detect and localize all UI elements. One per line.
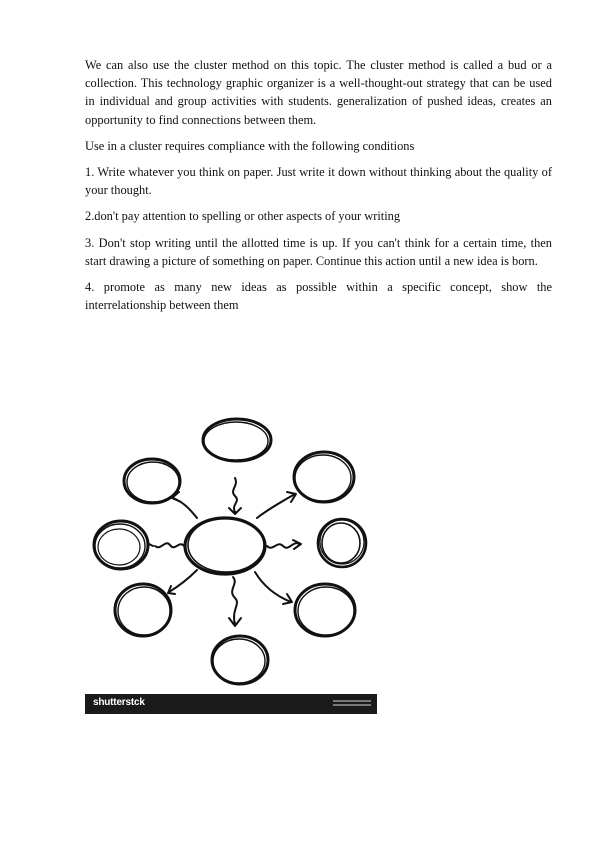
bubble-left [94, 521, 148, 569]
watermark-meta-lines [333, 700, 371, 708]
bubble-bottom [212, 636, 268, 684]
paragraph-condition-1: 1. Write whatever you think on paper. Just write it down without thinking about the quality of your thought. [85, 165, 552, 198]
paragraph-conditions-lead: Use in a cluster requires compliance with the following conditions [85, 138, 415, 153]
bubble-lower-right [295, 584, 355, 636]
bubble-upper-left [124, 459, 180, 503]
cluster-sketch [85, 412, 377, 694]
cluster-diagram-image [85, 412, 377, 715]
bubble-top [203, 419, 271, 461]
center-bubble [185, 518, 265, 574]
bubble-right [318, 519, 366, 567]
paragraph-intro: We can also use the cluster method on this topic. The cluster method is called a bud or a collection. This technology graphic organizer is a well-thought-out strategy that can be used in individual and group activities with students. generalization of pushed ideas, creates an opportunity to find connections between them. [85, 58, 552, 127]
paragraph-condition-2: 2.don't pay attention to spelling or other aspects of your writing [85, 209, 401, 224]
bubble-lower-left [115, 584, 171, 636]
bubble-upper-right [294, 452, 354, 502]
body-text [85, 56, 552, 322]
paragraph-condition-4: 4. promote as many new ideas as possible within a specific concept, show the interrelationship between them [85, 280, 552, 313]
shutterstock-logo: shutterstck [93, 697, 145, 708]
watermark-bar [85, 694, 377, 714]
paragraph-condition-3: 3. Don't stop writing until the allotted time is up. If you can't think for a certain time, then start drawing a picture of something on paper. Continue this action until a new idea is born. [85, 235, 552, 268]
